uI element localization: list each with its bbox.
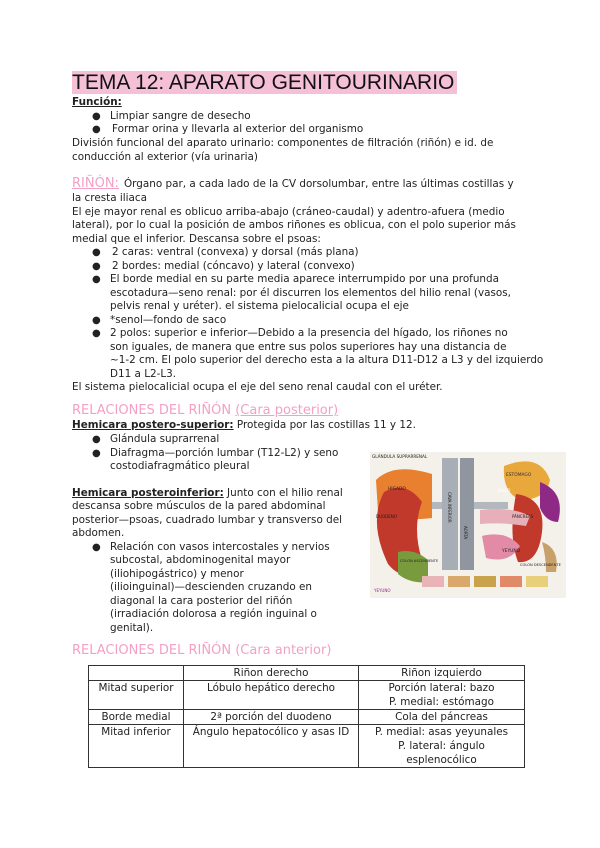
bullet-dot: ● [92, 328, 101, 339]
page-title: TEMA 12: APARATO GENITOURINARIO [72, 70, 457, 96]
bullet-dot: ● [92, 261, 101, 272]
posterior-sup-bullet-2b: costodiafragmático pleural [110, 460, 250, 472]
rinon-line-3: El eje mayor renal es oblicuo arriba-abajo (cráneo-caudal) y adentro-afuera (medio [72, 206, 505, 218]
rinon-bullet-3a: El borde medial en su parte media aparece interrumpido por una profunda [110, 273, 499, 285]
table-row [89, 710, 525, 725]
table-cell: Ángulo hepatocólico y asas ID [184, 725, 359, 768]
posterior-inf-bullet-2: subcostal, abdominogenital mayor [110, 554, 291, 566]
label-aorta: AORTA [463, 526, 468, 540]
label-bazo: BAZO [498, 489, 511, 494]
kidney-relations-figure [370, 452, 566, 598]
label-gland: GLÁNDULA SUPRARRENAL [372, 454, 428, 459]
rinon-heading: RIÑÓN: [72, 176, 119, 191]
posterior-inf-bullet-1: Relación con vasos intercostales y nervios [110, 541, 330, 553]
anterior-heading: RELACIONES DEL RIÑÓN (Cara anterior) [72, 643, 332, 658]
table-cell-line: P. medial: estómago [389, 696, 494, 708]
division-line-2: conducción al exterior (vía urinaria) [72, 151, 258, 163]
table-row [89, 681, 525, 710]
posterior-inf-line-4: abdomen. [72, 527, 125, 539]
rinon-bullet-2: 2 bordes: medial (cóncavo) y lateral (convexo) [112, 260, 355, 272]
bullet-dot: ● [92, 448, 101, 459]
rinon-line-4: lateral), por lo cual la posición de ambos riñones es oblicua, con el polo superior más [72, 219, 516, 231]
rinon-bullet-3c: pelvis renal y uréter). el sistema pielocalicial ocupa el eje [110, 300, 409, 312]
rinon-line-1: Órgano par, a cada lado de la CV dorsolumbar, entre las últimas costillas y [124, 178, 514, 190]
label-yeyuno-2: YEYUNO [374, 588, 391, 593]
division-line-1: División funcional del aparato urinario: componentes de filtración (riñón) e id. de [72, 137, 494, 149]
posterior-inf-bullet-3: (iliohipogástrico) y menor [110, 568, 244, 580]
posterior-sup-bullet-2a: Diafragma—porción lumbar (T12-L2) y seno [110, 447, 339, 459]
label-cava: CAVA INFERIOR [447, 492, 452, 523]
table-row [89, 725, 525, 768]
rinon-bullet-5d: D11 a L2-L3. [110, 368, 177, 380]
kidney-illustration [370, 452, 566, 598]
table-cell [359, 681, 525, 710]
bullet-dot: ● [92, 247, 101, 258]
table-header-cell: Riñon izquierdo [359, 666, 525, 681]
table-cell: 2ª porción del duodeno [184, 710, 359, 725]
table-header-cell [89, 666, 184, 681]
table-header-row [89, 666, 525, 681]
posterior-superior-row: Hemicara postero-superior: Protegida por las costillas 11 y 12. [72, 419, 416, 431]
label-pancreas: PÁNCREAS [512, 514, 534, 519]
label-duodeno: DUODENO [376, 514, 397, 519]
posterior-heading: RELACIONES DEL RIÑÓN (Cara posterior) [72, 403, 339, 418]
rinon-bullet-3b: escotadura—seno renal: por él discurren los elementos del hilio renal (vasos, [110, 287, 511, 299]
bullet-dot: ● [92, 542, 101, 553]
rinon-line-5: medial que el inferior. Descansa sobre el psoas: [72, 233, 321, 245]
label-yeyuno: YEYUNO [502, 549, 521, 554]
rinon-bullet-4: *senol—fondo de saco [110, 314, 227, 326]
bullet-dot: ● [92, 315, 101, 326]
bullet-dot: ● [92, 124, 101, 135]
posterior-inf-bullet-6: (irradiación dolorosa a región inguinal o [110, 608, 317, 620]
aorta-shape [460, 458, 474, 570]
table-cell: Mitad inferior [89, 725, 184, 768]
table-cell-line: Porción lateral: bazo [388, 682, 495, 694]
rinon-bullet-5c: ~1-2 cm. El polo superior del derecho esta a la altura D11-D12 a L3 y del izquierdo [110, 354, 544, 366]
rinon-bullet-5a: 2 polos: superior e inferior—Debido a la presencia del hígado, los riñones no [110, 327, 508, 339]
posterior-inferior-row: Hemicara posteroinferior: Junto con el hilio renal [72, 487, 343, 499]
table-cell: Borde medial [89, 710, 184, 725]
bullet-dot: ● [92, 111, 101, 122]
label-estomago: ESTÓMAGO [506, 473, 532, 478]
label-higado: HÍGADO [388, 487, 406, 492]
posterior-inf-bullet-7: genital). [110, 622, 154, 634]
table-cell: Cola del páncreas [359, 710, 525, 725]
posterior-inf-bullet-4: (ilioinguinal)—descienden cruzando en [110, 581, 312, 593]
rinon-bullet-5b: son iguales, de manera que entre sus polos superiores hay una distancia de [110, 341, 507, 353]
posterior-inf-line-2: descansa sobre músculos de la pared abdominal [72, 500, 326, 512]
posterior-inf-bullet-5: diagonal la cara posterior del riñón [110, 595, 293, 607]
anterior-relations-table [88, 665, 525, 768]
posterior-inf-line-3: posterior—psoas, cuadrado lumbar y transverso del [72, 514, 342, 526]
rinon-bullet-1: 2 caras: ventral (convexa) y dorsal (más plana) [112, 246, 359, 258]
table-cell-line: P. medial: asas yeyunales [374, 726, 509, 738]
bullet-dot: ● [92, 434, 101, 445]
funcion-label: Función: [72, 96, 122, 108]
table-cell-line: P. lateral: ángulo esplenocólico [398, 740, 485, 766]
bullet-dot: ● [92, 274, 101, 285]
label-colon-desc: COLON DESCENDENTE [520, 563, 561, 567]
table-cell [359, 725, 525, 768]
funcion-bullet-1: Limpiar sangre de desecho [110, 110, 251, 122]
table-header-cell: Riñon derecho [184, 666, 359, 681]
funcion-bullet-2: Formar orina y llevarla al exterior del organismo [112, 123, 364, 135]
label-colon-asc: COLON ASCENDENTE [400, 559, 439, 563]
table-cell: Mitad superior [89, 681, 184, 710]
rinon-closing: El sistema pielocalicial ocupa el eje del seno renal caudal con el uréter. [72, 381, 443, 393]
posterior-sup-bullet-1: Glándula suprarrenal [110, 433, 220, 445]
table-cell: Lóbulo hepático derecho [184, 681, 359, 710]
rinon-line-2: la cresta iliaca [72, 192, 147, 204]
